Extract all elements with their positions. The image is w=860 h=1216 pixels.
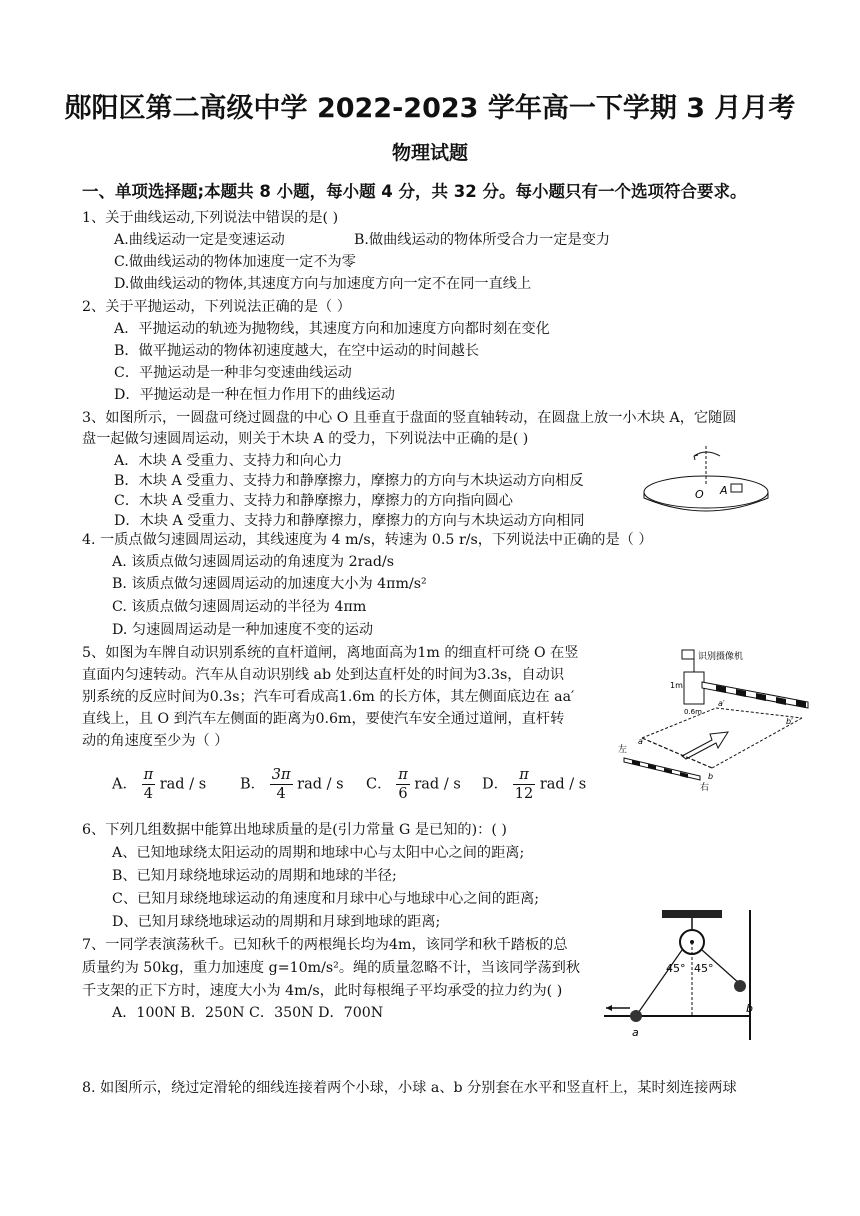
question-stem: 6、下列几组数据中能算出地球质量的是(引力常量 G 是已知的)：( ) [82,822,507,838]
question-stem: 4. 一质点做匀速圆周运动，其线速度为 4 m/s，转速为 0.5 r/s，下列说法中正确的是（ ） [82,532,653,548]
option-b: B． $\frac{3\pi}{4}$ rad / s [240,767,344,802]
question-stem-line1: 3、如图所示，一圆盘可绕过圆盘的中心 O 且垂直于盘面的竖直轴转动，在圆盘上放一小木块 A，它随圆 [82,410,737,426]
option-d: D. 匀速圆周运动是一种加速度不变的运动 [112,622,374,638]
option-b: B．做平抛运动的物体初速度越大，在空中运动的时间越长 [114,343,480,359]
camera-icon [682,650,694,659]
question-line3: 千支架的正下方时，速度大小为 4m/s，此时每根绳子平均承受的拉力约为( ) [82,983,563,999]
question-line5: 动的角速度至少为（ ） [82,733,229,749]
option-c: C. 该质点做匀速圆周运动的半径为 4πm [112,599,367,615]
arrow-left-icon [606,1005,612,1011]
option-c: C．平抛运动是一种非匀变速曲线运动 [114,365,352,381]
option-a: A． $\frac{\pi}{4}$ rad / s [112,767,207,802]
label-camera: 识别摄像机 [698,652,744,662]
question-line3: 别系统的反应时间为0.3s；汽车可看成高1.6m 的长方体，其左侧面底边在 aa′ [82,689,575,705]
option-a: A．木块 A 受重力、支持力和向心力 [114,453,343,469]
toll-gate-figure [612,648,812,794]
question-line1: 7、一同学表演荡秋千。已知秋千的两根绳长均为4m，该同学和秋千踏板的总 [82,937,568,953]
label-angle-b: 45° [694,962,714,975]
stop-line [624,758,700,780]
label-1m: 1m [670,681,683,690]
question-line1: 5、如图为车牌自动识别系统的直杆道闸，离地面高为1m 的细直杆可绕 O 在竖 [82,645,579,661]
ball-b [734,980,746,992]
label-b: b [746,1002,753,1015]
label-a-prime: a′ [718,699,725,708]
option-d: D．木块 A 受重力、支持力和静摩擦力，摩擦力的方向与木块运动方向相同 [114,513,585,529]
label-06m: 0.6m [684,708,702,716]
option-c: C．木块 A 受重力、支持力和静摩擦力，摩擦力的方向指向圆心 [114,493,513,509]
options: A．100N B．250N C．350N D．700N [112,1005,384,1021]
option-d: D.做曲线运动的物体,其速度方向与加速度方向一定不在同一直线上 [114,276,532,292]
ball-a [630,1010,642,1022]
option-b: B. 该质点做匀速圆周运动的加速度大小为 4πm/s² [112,576,427,592]
question-stem: 8. 如图所示，绕过定滑轮的细线连接着两个小球，小球 a、b 分别套在水平和竖直杆上，某时刻连接两球 [82,1080,737,1096]
option-c: C、已知月球绕地球运动的角速度和月球中心与地球中心之间的距离; [112,891,540,907]
label-o: O [695,488,704,501]
rotating-disk-figure [640,444,775,516]
option-a: A、已知地球绕太阳运动的周期和地球中心与太阳中心之间的距离; [112,845,525,861]
question-stem: 2、关于平抛运动，下列说法正确的是（ ） [82,299,351,315]
label-b-prime: b′ [786,717,793,726]
label-a: a [638,737,643,746]
question-stem: 1、关于曲线运动,下列说法中错误的是( ) [82,210,339,226]
option-b: B、已知月球绕地球运动的周期和地球的半径; [112,868,397,884]
label-right: 右 [700,783,710,793]
pulley-figure [600,908,770,1040]
label-left: 左 [618,745,628,755]
label-a: A [720,484,728,497]
option-b: B.做曲线运动的物体所受合力一定是变力 [354,232,611,248]
label-a: a [632,1026,639,1039]
option-a: A. 该质点做匀速圆周运动的角速度为 2rad/s [112,554,394,570]
question-line4: 直线上，且 O 到汽车左侧面的距离为0.6m，要使汽车安全通过道闸，直杆转 [82,711,565,727]
page-title: 郧阳区第二高级中学 2022-2023 学年高一下学期 3 月月考 [64,93,796,124]
option-b: B．木块 A 受重力、支持力和静摩擦力，摩擦力的方向与木块运动方向相反 [114,473,584,489]
option-d: D．平抛运动是一种在恒力作用下的曲线运动 [114,387,395,403]
section-heading: 一、单项选择题;本题共 8 小题，每小题 4 分，共 32 分。每小题只有一个选项符合要求。 [82,182,747,201]
question-line2: 直面内匀速转动。汽车从自动识别线 ab 处到达直杆处的时间为3.3s，自动识 [82,667,565,683]
gate-post [684,672,704,704]
question-stem-line2: 盘一起做匀速圆周运动，则关于木块 A 的受力，下列说法中正确的是( ) [82,431,529,447]
ceiling [662,910,722,918]
option-d: D、已知月球绕地球运动的周期和月球到地球的距离; [112,914,441,930]
label-b: b [708,772,714,781]
option-c: C.做曲线运动的物体加速度一定不为零 [114,254,356,270]
wood-block [731,484,742,492]
option-c: C． $\frac{\pi}{6}$ rad / s [366,767,461,802]
page-subtitle: 物理试题 [391,142,468,164]
option-d: D． $\frac{\pi}{12}$ rad / s [482,767,587,802]
option-a: A．平抛运动的轨迹为抛物线，其速度方向和加速度方向都时刻在变化 [114,321,550,337]
question-line2: 质量约为 50kg，重力加速度 g=10m/s²。绳的质量忽略不计，当该同学荡到秋 [82,960,581,976]
direction-arrow-icon [682,732,728,759]
option-a: A.曲线运动一定是变速运动 [114,232,285,248]
label-angle-a: 45° [666,962,686,975]
